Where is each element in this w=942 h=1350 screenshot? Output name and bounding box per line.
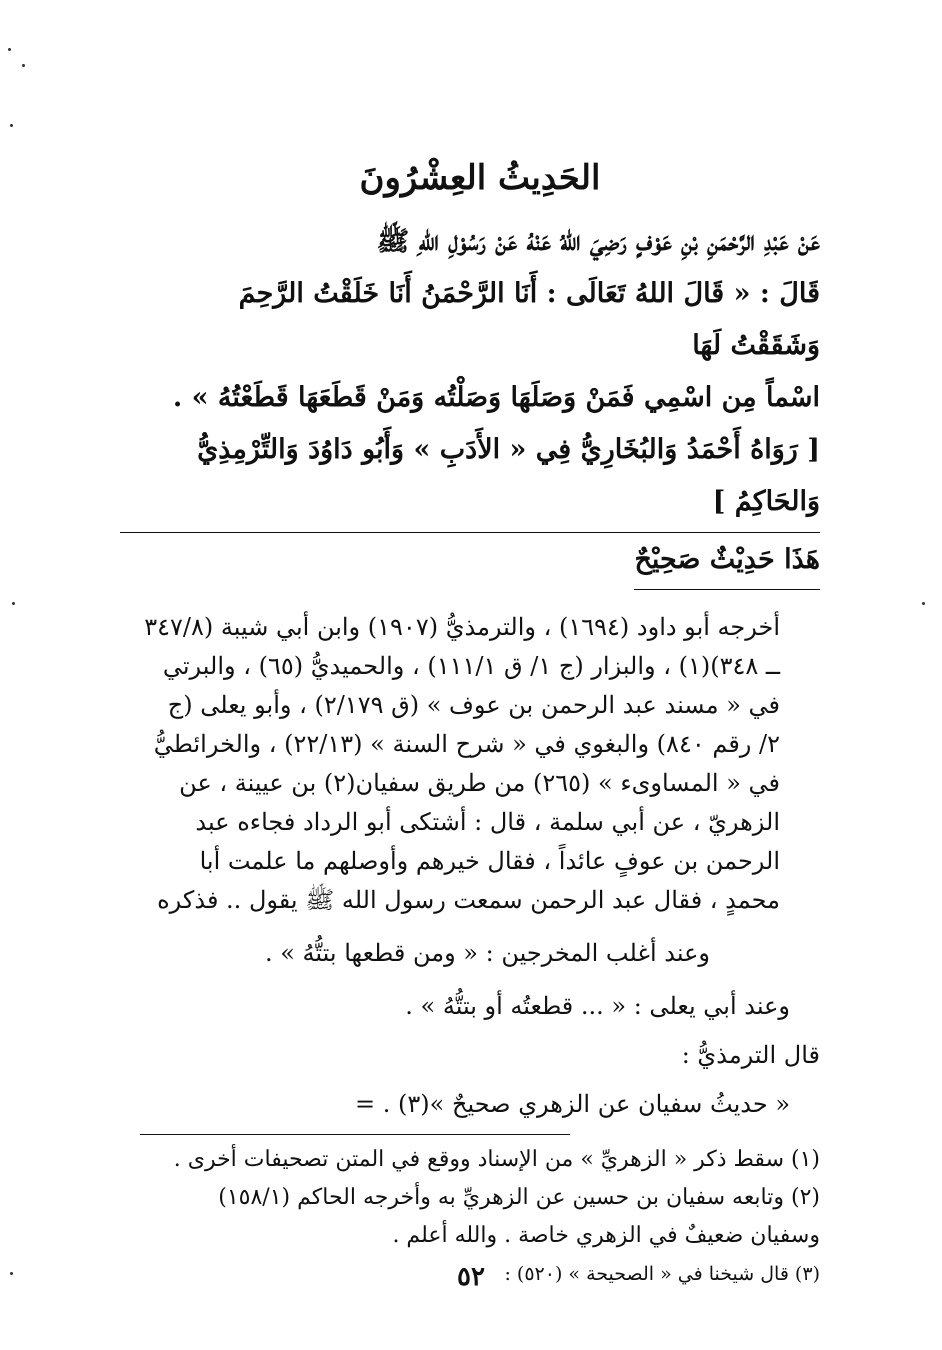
- hadith-line: عَنْ عَبْدِ الرَّحْمَنِ بْنِ عَوْفٍ رَضِيَ اللهُ عَنْهُ عَنْ رَسُوْلِ اللهِ ﷺ: [376, 226, 820, 257]
- footnote: (١) سقط ذكر « الزهريِّ » من الإسناد ووقع في المتن تصحيفات أخرى .: [173, 1147, 820, 1172]
- scan-speck: [12, 602, 15, 605]
- commentary-line: قال الترمذيُّ :: [681, 1041, 820, 1069]
- commentary-line: وعند أغلب المخرجين : « ومن قطعها بتتُّهُ » .: [264, 939, 710, 967]
- page-number: ٥٢: [457, 1262, 485, 1292]
- scan-speck: [22, 64, 25, 67]
- scan-speck: [922, 602, 925, 605]
- footnote: (٢) وتابعه سفيان بن حسين عن الزهريِّ به وأخرجه الحاكم (١٥٨/١): [218, 1185, 820, 1210]
- hadith-text: [140, 216, 820, 528]
- commentary-line: وعند أبي يعلى : « ... قطعتُه أو بتتُّهُ » .: [405, 992, 790, 1020]
- commentary-paragraph: أخرجه أبو داود (١٦٩٤) ، والترمذيُّ (١٩٠٧) وابن أبي شيبة (٣٤٧/٨ ــ ٣٤٨)(١) ، والبزار (ج ١/ ق ١١١/١) ، والحميديُّ (٦٥) ، والبرتي في « مسند عبد الرحمن بن عوف » (ق ٢/١٧٩) ، وأبو يعلى (ج ٢/ رقم ٨٤٠) والبغوي في « شرح السنة » (٢٢/١٣) ، والخرائطيُّ في « المساوىء » (٢٦٥) من طريق سفيان(٢) بن عيينة ، عن الزهريّ ، عن أبي سلمة ، قال : أشتكى أبو الرداد فجاءه عبد الرحمن بن عوفٍ عائداً ، فقال خيرهم وأوصلهم ما علمت أبا محمدٍ ، فقال عبد الرحمن سمعت رسول الله ﷺ يقول .. فذكره: [144, 613, 780, 914]
- book-page: [140, 150, 820, 1293]
- hadith-source: [ رَوَاهُ أَحْمَدُ وَالبُخَارِيُّ فِي « الأَدَبِ » وَأَبُو دَاوُدَ وَالتِّرْمِذِيُّ وَالحَاكِمُ ]: [197, 434, 820, 517]
- commentary: [140, 608, 820, 1124]
- authenticity-heading: هَذَا حَدِيْثٌ صَحِيْحٌ: [634, 533, 820, 590]
- scan-speck: [10, 124, 13, 127]
- hadith-line: قَالَ : « قَالَ اللهُ تَعَالَى : أَنَا الرَّحْمَنُ أَنَا خَلَقْتُ الرَّحِمَ وَشَقَقْتُ لَهَا: [238, 278, 820, 361]
- chapter-title: الحَدِيثُ العِشْرُونَ: [359, 158, 601, 198]
- footnote: (٣) قال شيخنا في « الصحيحة » (٥٢٠) :: [504, 1263, 820, 1285]
- footnote-continuation: وسفيان ضعيفٌ في الزهري خاصة . والله أعلم .: [392, 1223, 820, 1248]
- hadith-line: اسْماً مِن اسْمِي فَمَنْ وَصَلَهَا وَصَلْتُه وَمَنْ قَطَعَهَا قَطَعْتُهُ » .: [172, 382, 820, 413]
- footnote-divider: [140, 1134, 570, 1135]
- commentary-quote: « حديثُ سفيان عن الزهري صحيحٌ »(٣) . =: [355, 1090, 790, 1118]
- scan-speck: [8, 48, 11, 51]
